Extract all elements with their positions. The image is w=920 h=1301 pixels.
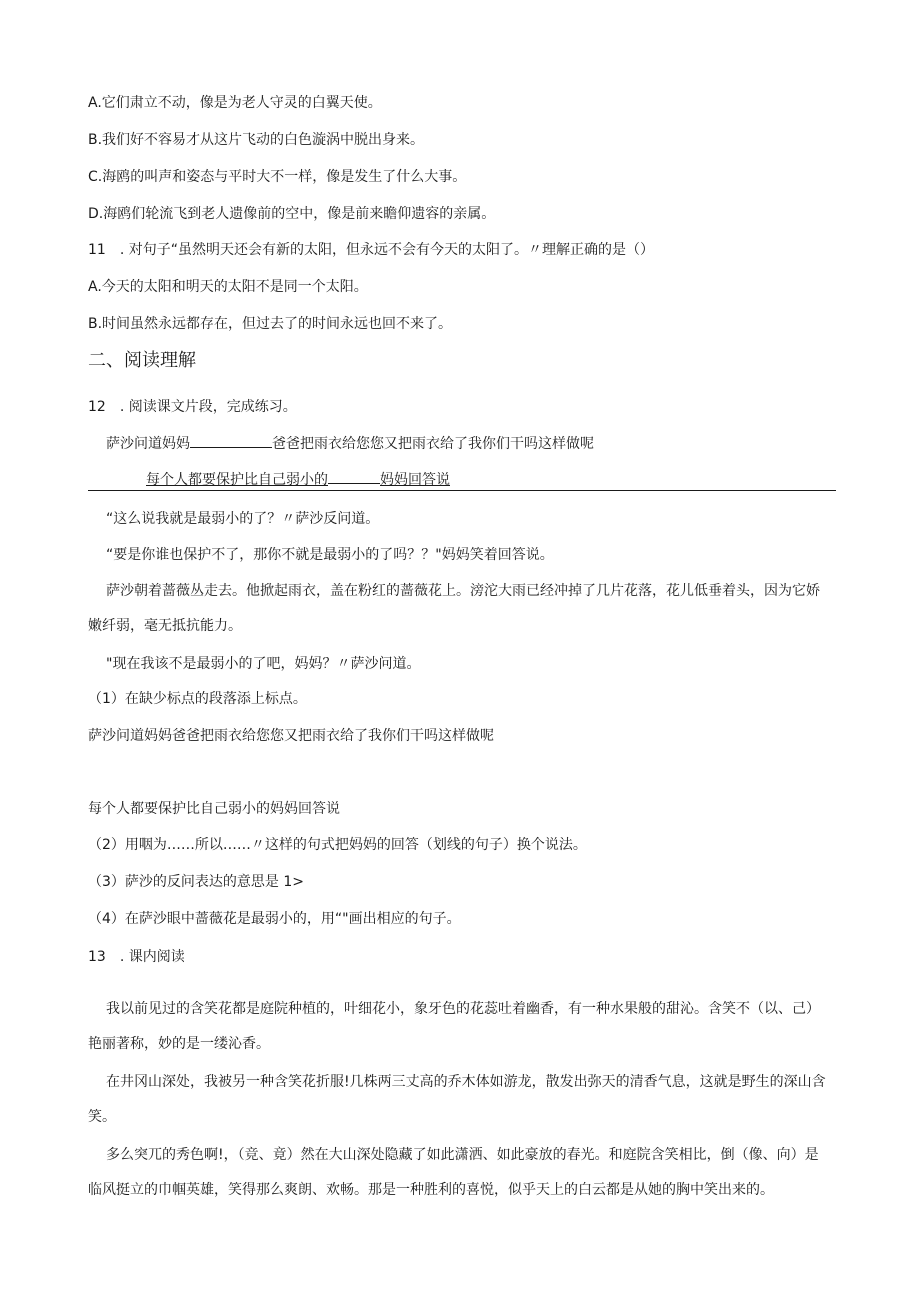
fill-line-2-end: 妈妈回答说 (380, 472, 450, 488)
q11-option-b: B.时间虽然永远都存在，但过去了的时间永远也回不来了。 (88, 316, 453, 332)
option-a: A.它们肃立不动，像是为老人守灵的白翼天使。 (88, 95, 382, 111)
reading-paragraph: 在井冈山深处，我被另一种含笑花折服!几株两三丈高的乔木体如游龙，散发出弥天的清香气息，这就是野生的深山含笑。 (88, 1074, 826, 1125)
sub-question-4: （4）在萨沙眼中蔷薇花是最弱小的，用“"画出相应的句子。 (88, 911, 461, 927)
reading-paragraph: 我以前见过的含笑花都是庭院种植的，叶细花小，象牙色的花蕊吐着幽香，有一种水果般的甜沁。含笑不（以、己）艳丽著称，妙的是一缕沁香。 (88, 1001, 820, 1052)
q11-option-a: A.今天的太阳和明天的太阳不是同一个太阳。 (88, 279, 368, 295)
sub-question-2: （2）用咽为……所以……〃这样的句式把妈妈的回答（划线的句子）换个说法。 (88, 837, 587, 853)
fill-line-1-start: 萨沙问道妈妈 (106, 436, 190, 452)
passage-paragraph: “这么说我就是最弱小的了？〃萨沙反问道。 (106, 511, 380, 527)
passage-paragraph: “要是你谁也保护不了，那你不就是最弱小的了吗？？"妈妈笑着回答说。 (106, 547, 554, 563)
section-heading: 二、阅读理解 (88, 350, 196, 371)
question-12-stem: 12 . 阅读课文片段，完成练习。 (88, 399, 297, 415)
divider-line (88, 490, 836, 491)
question-11-stem: 11 . 对句子“虽然明天还会有新的太阳，但永远不会有今天的太阳了。〃理解正确的是（） (88, 242, 654, 258)
unpunctuated-line-2: 每个人都要保护比自己弱小的妈妈回答说 (88, 801, 340, 817)
answer-blank[interactable] (328, 469, 380, 484)
sub-question-1: （1）在缺少标点的段落添上标点。 (88, 691, 307, 707)
fill-line-2 (146, 469, 450, 490)
option-d: D.海鸥们轮流飞到老人遗像前的空中，像是前来瞻仰遗容的亲属。 (88, 206, 496, 222)
fill-line-1 (106, 433, 594, 454)
answer-blank[interactable] (190, 433, 272, 448)
reading-paragraph: 多么突兀的秀色啊!，（竞、竟）然在大山深处隐藏了如此潇洒、如此豪放的春光。和庭院含笑相比，倒（像、向）是临风挺立的巾帼英雄，笑得那么爽朗、欢畅。那是一种胜利的喜悦，似乎天上的白云都是从她的胸中笑出来的。 (88, 1147, 819, 1198)
option-c: C.海鸥的叫声和姿态与平时大不一样，像是发生了什么大事。 (88, 169, 467, 185)
fill-line-1-end: 爸爸把雨衣给您您又把雨衣给了我你们干吗这样做呢 (272, 436, 594, 452)
sub-question-3: （3）萨沙的反问表达的意思是 1> (88, 874, 304, 890)
unpunctuated-line-1: 萨沙问道妈妈爸爸把雨衣给您您又把雨衣给了我你们干吗这样做呢 (88, 728, 494, 744)
passage-paragraph: "现在我该不是最弱小的了吧，妈妈？〃萨沙问道。 (106, 656, 421, 672)
fill-line-2-start: 每个人都要保护比自己弱小的 (146, 472, 328, 488)
option-b: B.我们好不容易才从这片飞动的白色漩涡中脱出身来。 (88, 132, 425, 148)
question-13-stem: 13 . 课内阅读 (88, 949, 185, 965)
passage-paragraph: 萨沙朝着蔷薇丛走去。他掀起雨衣，盖在粉红的蔷薇花上。滂沱大雨已经冲掉了几片花落，花儿低垂着头，因为它娇嫩纤弱，毫无抵抗能力。 (88, 583, 820, 634)
